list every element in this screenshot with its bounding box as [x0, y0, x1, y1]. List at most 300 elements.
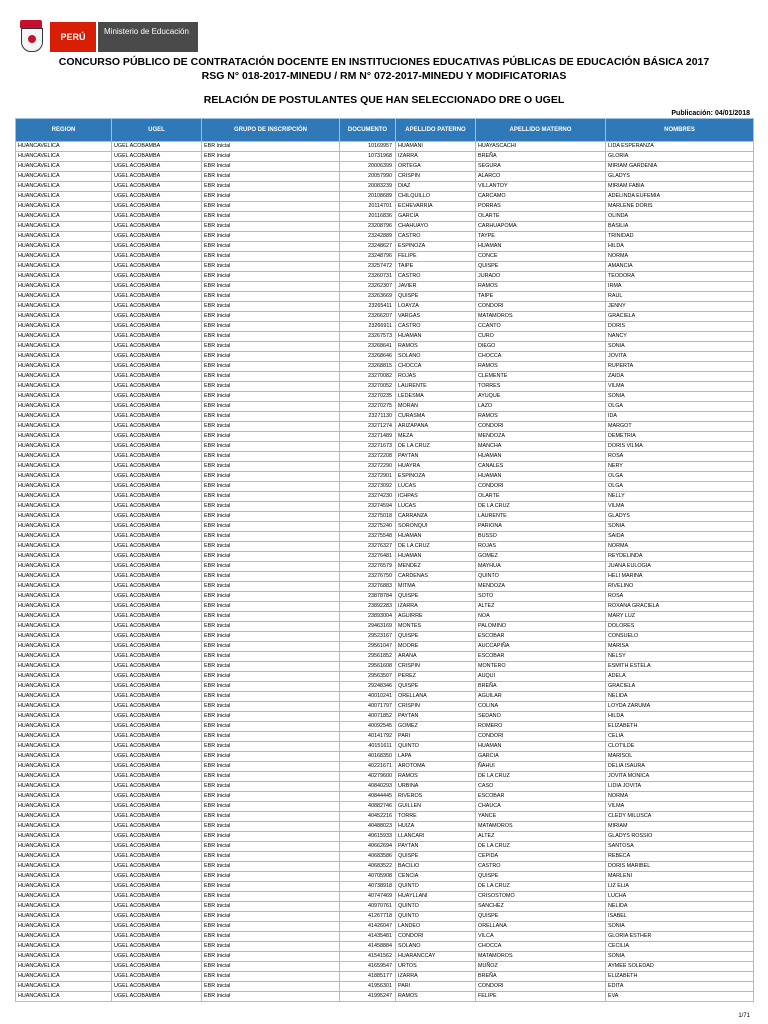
cell-documento: 23260731: [340, 272, 396, 282]
cell-apellido-paterno: PAYTAN: [396, 842, 476, 852]
cell-nombres: OLGA: [606, 482, 754, 492]
cell-ugel: UGEL ACOBAMBA: [112, 822, 202, 832]
table-row: [16, 272, 754, 282]
cell-documento: 23892283: [340, 602, 396, 612]
cell-grupo: EBR Inicial: [202, 302, 340, 312]
cell-ugel: UGEL ACOBAMBA: [112, 312, 202, 322]
cell-documento: 29248346: [340, 682, 396, 692]
table-row: [16, 672, 754, 682]
cell-grupo: EBR Inicial: [202, 812, 340, 822]
table-row: [16, 492, 754, 502]
cell-nombres: ELIZABETH: [606, 972, 754, 982]
cell-nombres: IDA: [606, 412, 754, 422]
cell-apellido-paterno: CHILQUILLO: [396, 192, 476, 202]
cell-region: HUANCAVELICA: [16, 682, 112, 692]
cell-ugel: UGEL ACOBAMBA: [112, 902, 202, 912]
table-row: [16, 222, 754, 232]
cell-grupo: EBR Inicial: [202, 172, 340, 182]
table-row: [16, 912, 754, 922]
cell-apellido-materno: ALARCO: [476, 172, 606, 182]
cell-grupo: EBR Inicial: [202, 802, 340, 812]
cell-region: HUANCAVELICA: [16, 142, 112, 152]
cell-documento: 23268815: [340, 362, 396, 372]
table-row: [16, 662, 754, 672]
cell-apellido-materno: ORELLANA: [476, 922, 606, 932]
cell-nombres: NELSY: [606, 652, 754, 662]
cell-documento: 41885177: [340, 972, 396, 982]
cell-nombres: JENNY: [606, 302, 754, 312]
cell-documento: 40151611: [340, 742, 396, 752]
cell-region: HUANCAVELICA: [16, 632, 112, 642]
cell-apellido-paterno: CASTRO: [396, 272, 476, 282]
cell-region: HUANCAVELICA: [16, 992, 112, 1002]
cell-grupo: EBR Inicial: [202, 922, 340, 932]
table-row: [16, 452, 754, 462]
cell-apellido-materno: HUAYASCACHI: [476, 142, 606, 152]
table-row: [16, 632, 754, 642]
cell-region: HUANCAVELICA: [16, 772, 112, 782]
table-row: [16, 572, 754, 582]
cell-region: HUANCAVELICA: [16, 842, 112, 852]
cell-nombres: RIVELINO: [606, 582, 754, 592]
cell-grupo: EBR Inicial: [202, 242, 340, 252]
cell-grupo: EBR Inicial: [202, 312, 340, 322]
cell-grupo: EBR Inicial: [202, 762, 340, 772]
cell-grupo: EBR Inicial: [202, 512, 340, 522]
cell-nombres: GLORIA: [606, 152, 754, 162]
table-row: [16, 422, 754, 432]
table-row: [16, 302, 754, 312]
cell-apellido-paterno: RAMOS: [396, 772, 476, 782]
cell-grupo: EBR Inicial: [202, 682, 340, 692]
cell-apellido-materno: CARHUAPOMA: [476, 222, 606, 232]
table-row: [16, 282, 754, 292]
cell-apellido-materno: ESCOBAR: [476, 792, 606, 802]
cell-ugel: UGEL ACOBAMBA: [112, 422, 202, 432]
cell-apellido-paterno: MITMA: [396, 582, 476, 592]
cell-grupo: EBR Inicial: [202, 602, 340, 612]
cell-apellido-materno: QUINTO: [476, 572, 606, 582]
cell-documento: 23267573: [340, 332, 396, 342]
cell-apellido-materno: NOA: [476, 612, 606, 622]
cell-nombres: ELIZABETH: [606, 722, 754, 732]
cell-apellido-materno: CHOCCA: [476, 942, 606, 952]
cell-apellido-paterno: QUINTO: [396, 912, 476, 922]
cell-apellido-materno: MATAMOROS: [476, 952, 606, 962]
cell-ugel: UGEL ACOBAMBA: [112, 532, 202, 542]
cell-grupo: EBR Inicial: [202, 712, 340, 722]
cell-ugel: UGEL ACOBAMBA: [112, 912, 202, 922]
cell-nombres: RUPERTA: [606, 362, 754, 372]
cell-documento: 23893004: [340, 612, 396, 622]
table-row: [16, 322, 754, 332]
cell-ugel: UGEL ACOBAMBA: [112, 362, 202, 372]
cell-ugel: UGEL ACOBAMBA: [112, 332, 202, 342]
cell-apellido-paterno: LEDESMA: [396, 392, 476, 402]
cell-grupo: EBR Inicial: [202, 772, 340, 782]
cell-apellido-materno: ROMERO: [476, 722, 606, 732]
table-row: [16, 812, 754, 822]
cell-region: HUANCAVELICA: [16, 742, 112, 752]
cell-apellido-paterno: PAYTAN: [396, 712, 476, 722]
cell-documento: 41956301: [340, 982, 396, 992]
cell-apellido-paterno: CARDENAS: [396, 572, 476, 582]
cell-apellido-paterno: CASTRO: [396, 232, 476, 242]
cell-apellido-materno: CONCE: [476, 252, 606, 262]
cell-apellido-materno: PORRAS: [476, 202, 606, 212]
cell-region: HUANCAVELICA: [16, 492, 112, 502]
cell-region: HUANCAVELICA: [16, 422, 112, 432]
cell-region: HUANCAVELICA: [16, 672, 112, 682]
cell-nombres: REYDELINDA: [606, 552, 754, 562]
cell-nombres: VILMA: [606, 802, 754, 812]
cell-nombres: VILMA: [606, 382, 754, 392]
cell-grupo: EBR Inicial: [202, 572, 340, 582]
cell-nombres: GRACIELA: [606, 682, 754, 692]
cell-grupo: EBR Inicial: [202, 382, 340, 392]
cell-nombres: TRINIDAD: [606, 232, 754, 242]
cell-apellido-paterno: FELIPE: [396, 252, 476, 262]
cell-apellido-materno: CURO: [476, 332, 606, 342]
cell-documento: 29463169: [340, 622, 396, 632]
cell-region: HUANCAVELICA: [16, 532, 112, 542]
cell-region: HUANCAVELICA: [16, 322, 112, 332]
cell-apellido-paterno: GARCIA: [396, 212, 476, 222]
cell-ugel: UGEL ACOBAMBA: [112, 772, 202, 782]
cell-ugel: UGEL ACOBAMBA: [112, 452, 202, 462]
cell-apellido-materno: AYUQUE: [476, 392, 606, 402]
cell-apellido-materno: VILLANTOY: [476, 182, 606, 192]
cell-apellido-materno: PARIONA: [476, 522, 606, 532]
cell-documento: 40840293: [340, 782, 396, 792]
cell-grupo: EBR Inicial: [202, 892, 340, 902]
cell-grupo: EBR Inicial: [202, 742, 340, 752]
table-row: [16, 922, 754, 932]
cell-nombres: MARLENI: [606, 872, 754, 882]
cell-region: HUANCAVELICA: [16, 242, 112, 252]
cell-region: HUANCAVELICA: [16, 312, 112, 322]
cell-apellido-paterno: SORONQUI: [396, 522, 476, 532]
cell-grupo: EBR Inicial: [202, 192, 340, 202]
cell-apellido-materno: CCANTO: [476, 322, 606, 332]
cell-region: HUANCAVELICA: [16, 232, 112, 242]
cell-ugel: UGEL ACOBAMBA: [112, 262, 202, 272]
cell-nombres: MARGOT: [606, 422, 754, 432]
cell-apellido-materno: PALOMINO: [476, 622, 606, 632]
table-row: [16, 552, 754, 562]
cell-apellido-paterno: GOMEZ: [396, 722, 476, 732]
cell-nombres: DORIS: [606, 322, 754, 332]
cell-documento: 23248627: [340, 242, 396, 252]
cell-grupo: EBR Inicial: [202, 552, 340, 562]
cell-apellido-materno: AGUILAR: [476, 692, 606, 702]
cell-ugel: UGEL ACOBAMBA: [112, 742, 202, 752]
cell-apellido-materno: BREÑA: [476, 972, 606, 982]
cell-apellido-paterno: HUAYRA: [396, 462, 476, 472]
table-row: [16, 252, 754, 262]
cell-nombres: MIRIAM GARDENIA: [606, 162, 754, 172]
cell-nombres: JOVITA MONICA: [606, 772, 754, 782]
cell-ugel: UGEL ACOBAMBA: [112, 472, 202, 482]
cell-region: HUANCAVELICA: [16, 712, 112, 722]
cell-apellido-materno: RAMOS: [476, 412, 606, 422]
cell-apellido-materno: QUISPE: [476, 912, 606, 922]
cell-apellido-materno: OLARTE: [476, 492, 606, 502]
cell-nombres: MARISOL: [606, 752, 754, 762]
table-row: [16, 872, 754, 882]
cell-apellido-materno: BREÑA: [476, 682, 606, 692]
table-row: [16, 522, 754, 532]
cell-region: HUANCAVELICA: [16, 802, 112, 812]
cell-apellido-materno: CHAUCA: [476, 802, 606, 812]
cell-grupo: EBR Inicial: [202, 882, 340, 892]
country-label: PERÚ: [50, 22, 96, 52]
cell-apellido-materno: SOTO: [476, 592, 606, 602]
cell-ugel: UGEL ACOBAMBA: [112, 182, 202, 192]
cell-apellido-paterno: CENCIA: [396, 872, 476, 882]
cell-documento: 23248796: [340, 252, 396, 262]
cell-grupo: EBR Inicial: [202, 982, 340, 992]
cell-region: HUANCAVELICA: [16, 162, 112, 172]
cell-apellido-materno: SEDANO: [476, 712, 606, 722]
cell-apellido-materno: MENDOZA: [476, 432, 606, 442]
cell-grupo: EBR Inicial: [202, 252, 340, 262]
cell-apellido-materno: RAMOS: [476, 362, 606, 372]
cell-documento: 23276750: [340, 572, 396, 582]
cell-grupo: EBR Inicial: [202, 612, 340, 622]
cell-documento: 40279600: [340, 772, 396, 782]
cell-region: HUANCAVELICA: [16, 542, 112, 552]
cell-nombres: IRMA: [606, 282, 754, 292]
cell-apellido-paterno: ICHPAS: [396, 492, 476, 502]
table-row: [16, 242, 754, 252]
cell-grupo: EBR Inicial: [202, 642, 340, 652]
cell-apellido-materno: MUÑOZ: [476, 962, 606, 972]
table-row: [16, 982, 754, 992]
cell-ugel: UGEL ACOBAMBA: [112, 242, 202, 252]
cell-apellido-paterno: CURASMA: [396, 412, 476, 422]
cell-apellido-materno: MATAMOROS: [476, 822, 606, 832]
cell-apellido-materno: AUQUI: [476, 672, 606, 682]
cell-region: HUANCAVELICA: [16, 942, 112, 952]
cell-region: HUANCAVELICA: [16, 432, 112, 442]
cell-region: HUANCAVELICA: [16, 482, 112, 492]
cell-ugel: UGEL ACOBAMBA: [112, 192, 202, 202]
cell-apellido-materno: CEPIDA: [476, 852, 606, 862]
cell-nombres: RAUL: [606, 292, 754, 302]
table-row: [16, 962, 754, 972]
cell-apellido-materno: RAMOS: [476, 282, 606, 292]
cell-grupo: EBR Inicial: [202, 392, 340, 402]
cell-region: HUANCAVELICA: [16, 782, 112, 792]
cell-documento: 41995247: [340, 992, 396, 1002]
cell-nombres: CLOTILDE: [606, 742, 754, 752]
table-row: [16, 172, 754, 182]
cell-apellido-materno: CONDORI: [476, 302, 606, 312]
cell-apellido-paterno: BACILIO: [396, 862, 476, 872]
cell-nombres: CONSUELO: [606, 632, 754, 642]
cell-grupo: EBR Inicial: [202, 872, 340, 882]
cell-grupo: EBR Inicial: [202, 912, 340, 922]
cell-documento: 20114701: [340, 202, 396, 212]
cell-region: HUANCAVELICA: [16, 952, 112, 962]
cell-apellido-materno: BREÑA: [476, 152, 606, 162]
cell-region: HUANCAVELICA: [16, 642, 112, 652]
cell-grupo: EBR Inicial: [202, 232, 340, 242]
cell-apellido-paterno: HUARANCCAY: [396, 952, 476, 962]
cell-ugel: UGEL ACOBAMBA: [112, 562, 202, 572]
cell-apellido-materno: SEGURA: [476, 162, 606, 172]
cell-ugel: UGEL ACOBAMBA: [112, 802, 202, 812]
cell-documento: 40705908: [340, 872, 396, 882]
cell-region: HUANCAVELICA: [16, 512, 112, 522]
cell-nombres: EDITA: [606, 982, 754, 992]
cell-ugel: UGEL ACOBAMBA: [112, 372, 202, 382]
cell-region: HUANCAVELICA: [16, 202, 112, 212]
cell-apellido-paterno: IZARRA: [396, 972, 476, 982]
cell-apellido-paterno: DIAZ: [396, 182, 476, 192]
cell-apellido-paterno: MEZA: [396, 432, 476, 442]
cell-apellido-paterno: ECHEVARRIA: [396, 202, 476, 212]
cell-documento: 23276327: [340, 542, 396, 552]
cell-region: HUANCAVELICA: [16, 552, 112, 562]
cell-nombres: LIDA ESPERANZA: [606, 142, 754, 152]
cell-apellido-materno: DE LA CRUZ: [476, 502, 606, 512]
cell-ugel: UGEL ACOBAMBA: [112, 842, 202, 852]
cell-ugel: UGEL ACOBAMBA: [112, 442, 202, 452]
cell-documento: 40882746: [340, 802, 396, 812]
cell-region: HUANCAVELICA: [16, 412, 112, 422]
cell-apellido-paterno: CHAHUAYO: [396, 222, 476, 232]
table-row: [16, 472, 754, 482]
cell-apellido-paterno: ORELLANA: [396, 692, 476, 702]
cell-ugel: UGEL ACOBAMBA: [112, 882, 202, 892]
cell-apellido-paterno: IZARRA: [396, 152, 476, 162]
cell-apellido-materno: MATAMOROS: [476, 312, 606, 322]
table-row: [16, 992, 754, 1002]
cell-nombres: CECILIA: [606, 942, 754, 952]
table-row: [16, 642, 754, 652]
cell-region: HUANCAVELICA: [16, 352, 112, 362]
cell-apellido-materno: COLINA: [476, 702, 606, 712]
cell-region: HUANCAVELICA: [16, 222, 112, 232]
cell-apellido-paterno: LOAYZA: [396, 302, 476, 312]
cell-grupo: EBR Inicial: [202, 212, 340, 222]
cell-documento: 23257472: [340, 262, 396, 272]
cell-nombres: SONIA: [606, 922, 754, 932]
cell-apellido-materno: CASO: [476, 782, 606, 792]
cell-nombres: LIDIA JOVITA: [606, 782, 754, 792]
cell-nombres: ROXANA GRACIELA: [606, 602, 754, 612]
cell-documento: 23276481: [340, 552, 396, 562]
cell-apellido-materno: HUAMAN: [476, 242, 606, 252]
cell-apellido-materno: DE LA CRUZ: [476, 772, 606, 782]
table-row: [16, 192, 754, 202]
cell-nombres: CLEDY MILUSCA: [606, 812, 754, 822]
cell-apellido-paterno: ARIZAPANA: [396, 422, 476, 432]
cell-apellido-materno: TAIPE: [476, 292, 606, 302]
cell-grupo: EBR Inicial: [202, 332, 340, 342]
cell-ugel: UGEL ACOBAMBA: [112, 512, 202, 522]
cell-ugel: UGEL ACOBAMBA: [112, 492, 202, 502]
cell-documento: 40738918: [340, 882, 396, 892]
cell-grupo: EBR Inicial: [202, 842, 340, 852]
cell-apellido-paterno: HUAMAN: [396, 532, 476, 542]
page-number: 1/71: [738, 1013, 750, 1019]
table-row: [16, 712, 754, 722]
cell-documento: 40747469: [340, 892, 396, 902]
cell-ugel: UGEL ACOBAMBA: [112, 302, 202, 312]
cell-nombres: ESMITH ESTELA: [606, 662, 754, 672]
cell-ugel: UGEL ACOBAMBA: [112, 402, 202, 412]
table-row: [16, 502, 754, 512]
cell-grupo: EBR Inicial: [202, 412, 340, 422]
cell-nombres: DEMETRIA: [606, 432, 754, 442]
cell-grupo: EBR Inicial: [202, 142, 340, 152]
cell-documento: 23271130: [340, 412, 396, 422]
cell-apellido-paterno: DE LA CRUZ: [396, 442, 476, 452]
cell-apellido-materno: MENDOZA: [476, 582, 606, 592]
cell-apellido-paterno: TORRE: [396, 812, 476, 822]
cell-ugel: UGEL ACOBAMBA: [112, 952, 202, 962]
cell-region: HUANCAVELICA: [16, 912, 112, 922]
table-row: [16, 442, 754, 452]
cell-ugel: UGEL ACOBAMBA: [112, 962, 202, 972]
table-row: [16, 932, 754, 942]
cell-documento: 23274594: [340, 502, 396, 512]
cell-documento: 40168350: [340, 752, 396, 762]
column-header-region: REGION: [16, 119, 112, 142]
cell-nombres: DORIS MARIBEL: [606, 862, 754, 872]
column-header-nombres: NOMBRES: [606, 119, 754, 142]
cell-region: HUANCAVELICA: [16, 372, 112, 382]
cell-apellido-paterno: ARANA: [396, 652, 476, 662]
cell-region: HUANCAVELICA: [16, 152, 112, 162]
cell-apellido-paterno: ORTEGA: [396, 162, 476, 172]
cell-apellido-paterno: CRISPIN: [396, 662, 476, 672]
cell-apellido-materno: DE LA CRUZ: [476, 882, 606, 892]
cell-apellido-materno: HUAMAN: [476, 452, 606, 462]
cell-apellido-materno: ESCOBAR: [476, 652, 606, 662]
cell-apellido-paterno: PAYTAN: [396, 452, 476, 462]
cell-region: HUANCAVELICA: [16, 382, 112, 392]
cell-nombres: GLADYS: [606, 172, 754, 182]
table-row: [16, 352, 754, 362]
cell-grupo: EBR Inicial: [202, 222, 340, 232]
cell-apellido-materno: VILCA: [476, 932, 606, 942]
cell-apellido-materno: CANALES: [476, 462, 606, 472]
cell-nombres: MARISA: [606, 642, 754, 652]
cell-nombres: GRACIELA: [606, 312, 754, 322]
cell-nombres: GLADYS ROSSIO: [606, 832, 754, 842]
table-row: [16, 702, 754, 712]
cell-grupo: EBR Inicial: [202, 862, 340, 872]
column-header-grupo: GRUPO DE INSCRIPCIÓN: [202, 119, 340, 142]
cell-documento: 20057990: [340, 172, 396, 182]
cell-apellido-materno: GARCIA: [476, 752, 606, 762]
cell-apellido-paterno: HUAYLLANI: [396, 892, 476, 902]
table-row: [16, 972, 754, 982]
cell-documento: 23266911: [340, 322, 396, 332]
cell-apellido-materno: CONDORI: [476, 422, 606, 432]
cell-documento: 20006399: [340, 162, 396, 172]
cell-nombres: GLADYS: [606, 512, 754, 522]
cell-grupo: EBR Inicial: [202, 442, 340, 452]
cell-region: HUANCAVELICA: [16, 982, 112, 992]
cell-documento: 41541562: [340, 952, 396, 962]
cell-apellido-paterno: PARI: [396, 982, 476, 992]
cell-region: HUANCAVELICA: [16, 602, 112, 612]
